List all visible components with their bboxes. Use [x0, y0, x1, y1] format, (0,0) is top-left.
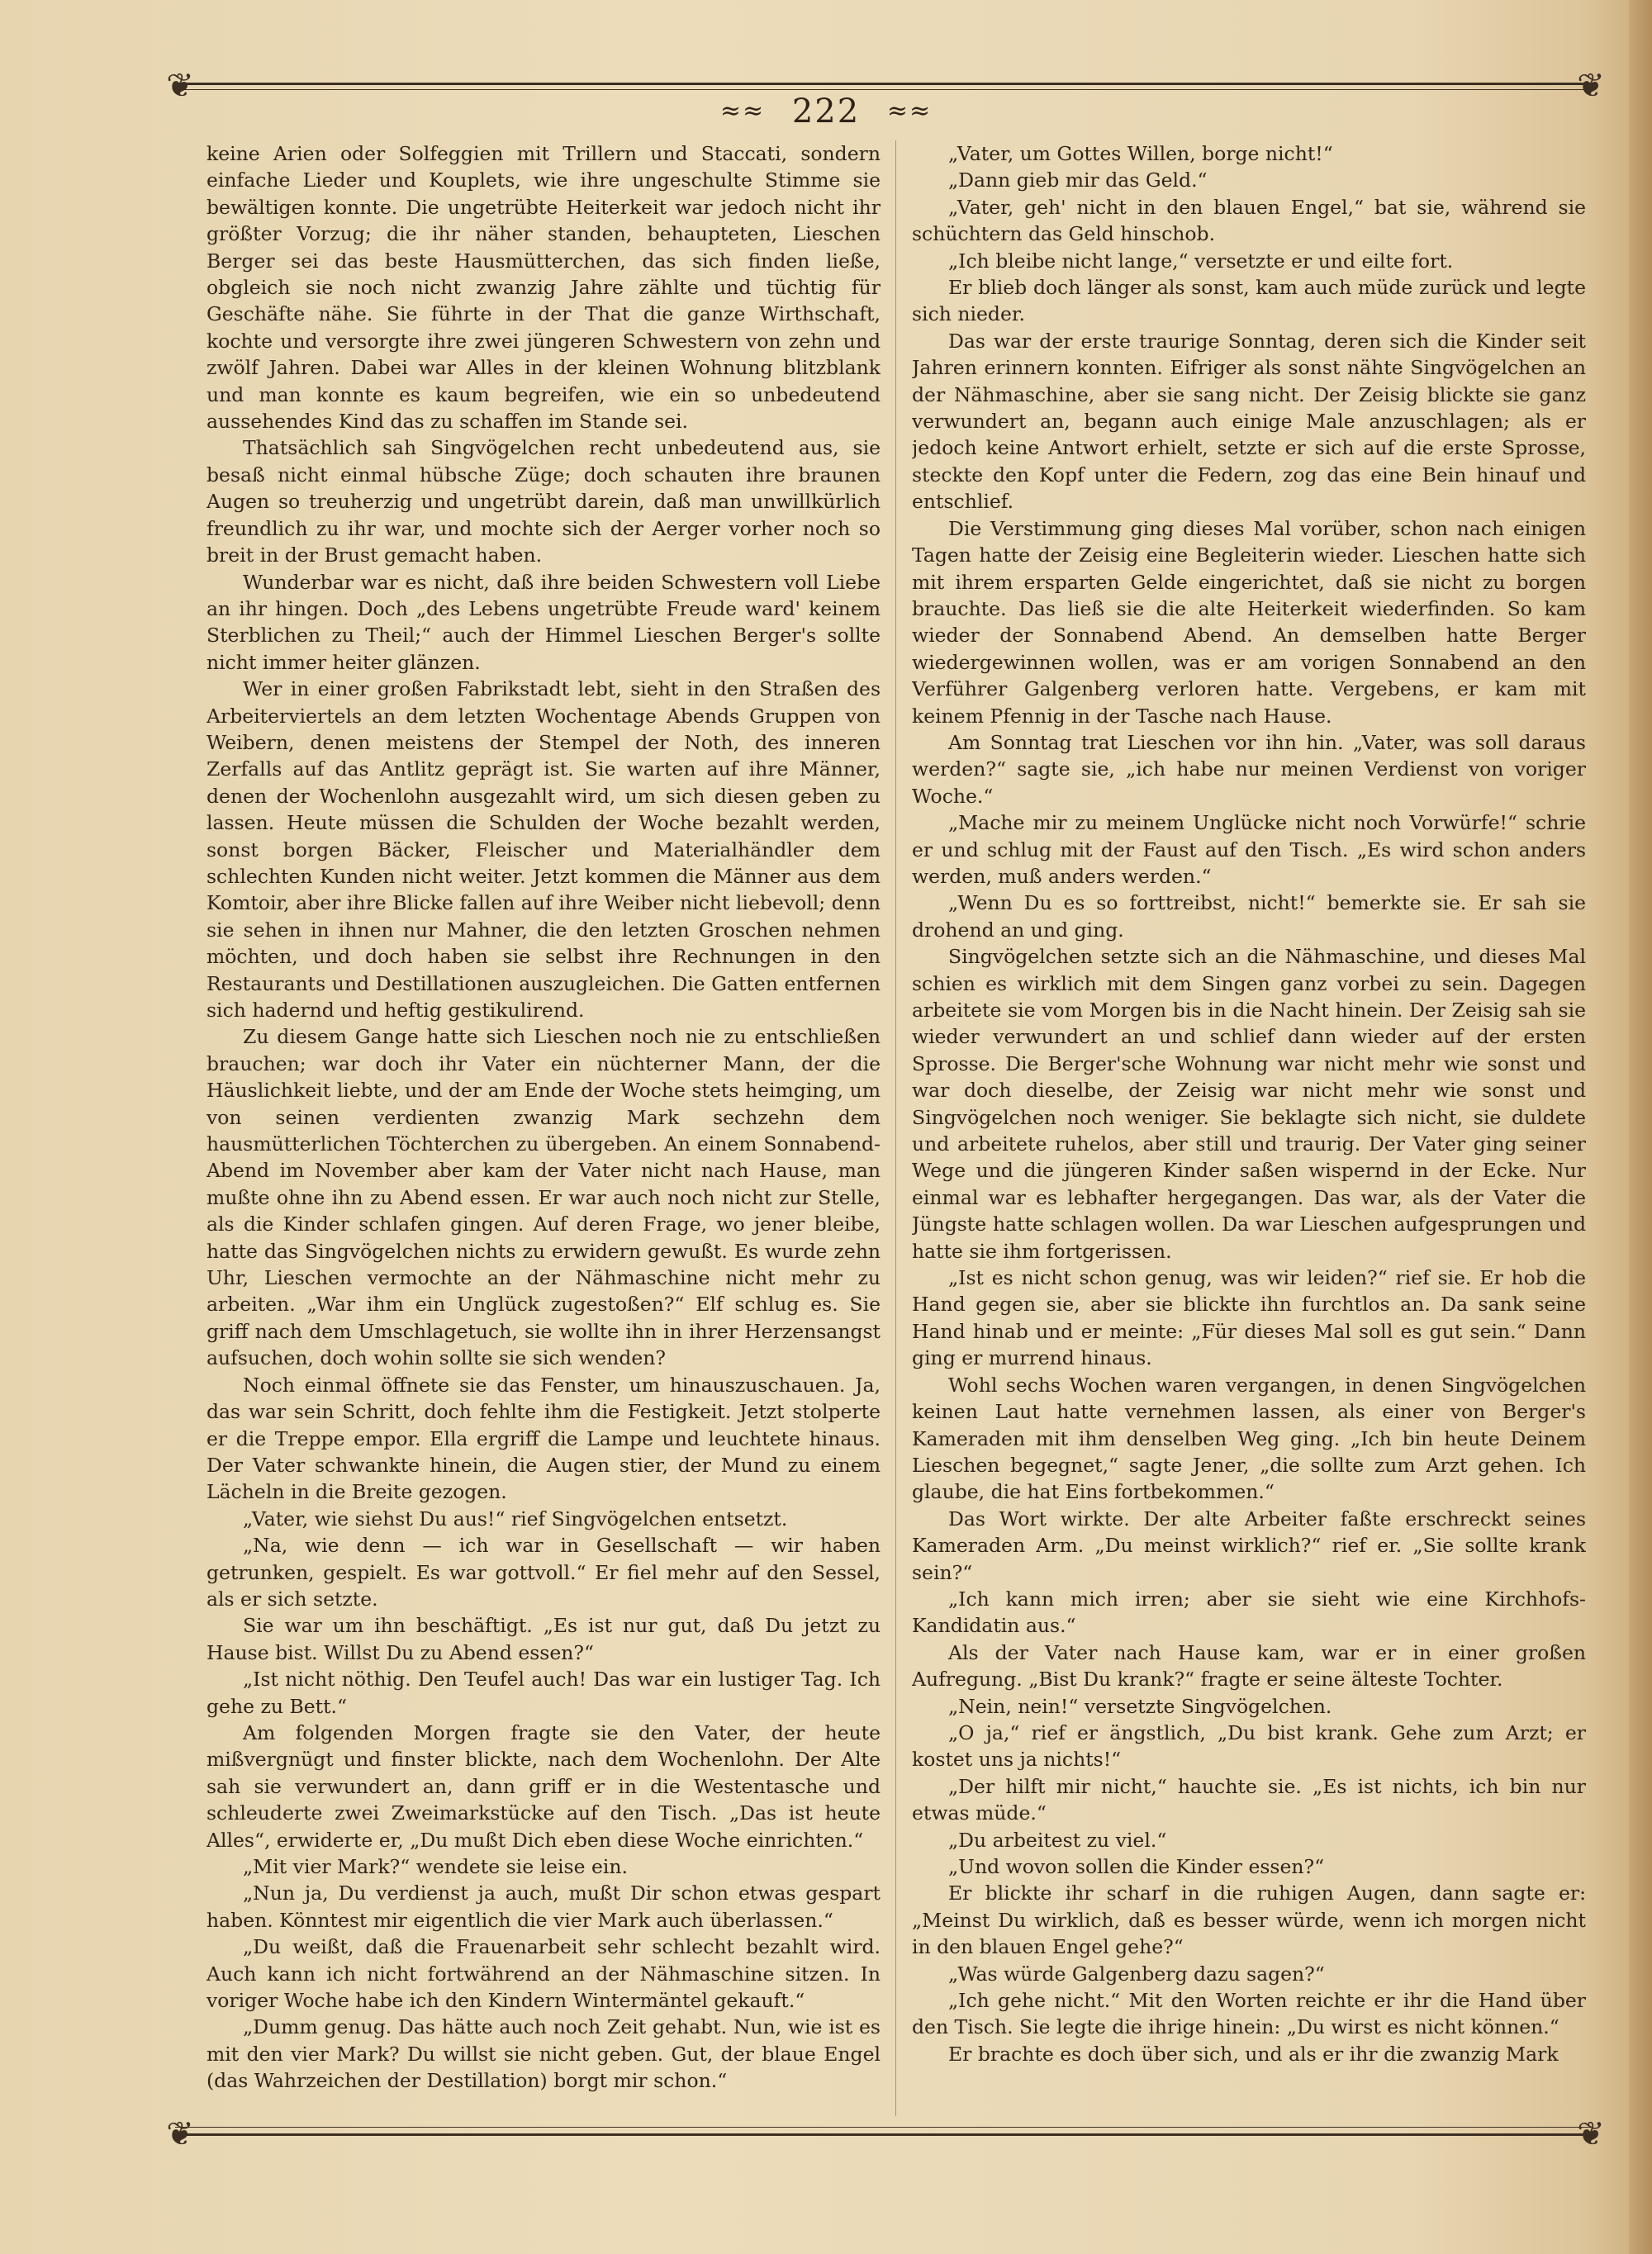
header-ornament-left: ≈≈ [719, 97, 766, 126]
paragraph: „Und wovon sollen die Kinder essen?“ [948, 1855, 1325, 1878]
page-number: 222 [791, 93, 861, 130]
paragraph: „Mache mir zu meinem Unglücke nicht noch Vorwürfe!“ schrie er und schlug mit der Faust auf den Tisch. „Es wird schon anders werden, muß anders werden.“ [912, 811, 1586, 888]
page-header [0, 93, 1652, 139]
paragraph: „Ich gehe nicht.“ Mit den Worten reichte er ihr die Hand über den Tisch. Sie legte die ihrige hinein: „Du wirst es nicht können.“ [912, 1989, 1586, 2039]
paragraph: „Der hilft mir nicht,“ hauchte sie. „Es ist nichts, ich bin nur etwas müde.“ [912, 1774, 1586, 1825]
paragraph: Wer in einer großen Fabrikstadt lebt, sieht in den Straßen des Arbeiterviertels an dem letzten Wochentage Abends Gruppen von Weibern, denen meistens der Stempel der Noth, des inneren Zerfalls auf das Antlitz geprägt ist. Sie warten auf ihre Männer, denen der Wochenlohn ausgezahlt wird, um sich diesen geben zu lassen. Heute müssen die Schulden der Woche bezahlt werden, sonst borgen Bäcker, Fleischer und Materialhändler dem schlechten Kunden nicht weiter. Jetzt kommen die Männer aus dem Komtoir, aber ihre Blicke fallen auf ihre Weiber nicht liebevoll; denn sie sehen in ihnen nur Mahner, die den letzten Groschen nehmen möchten, und doch haben sie selbst ihre Rechnungen in den Restaurants und Destillationen auszugleichen. Die Gatten entfernen sich hadernd und heftig gestikulirend. [206, 677, 881, 1022]
paragraph: „Nein, nein!“ versetzte Singvögelchen. [948, 1694, 1332, 1718]
corner-ornament-icon: ❦ [166, 2115, 194, 2153]
paragraph: Die Verstimmung ging dieses Mal vorüber, schon nach einigen Tagen hatte der Zeisig eine Begleiterin wieder. Lieschen hatte sich mit ihrem ersparten Gelde eingerichtet, daß sie nicht zu borgen brauchte. Das ließ sie die alte Heiterkeit wiederfinden. So kam wieder der Sonnabend Abend. An demselben hatte Berger wiedergewinnen wollen, was er am vorigen Sonnabend an den Verführer Galgenberg verloren hatte. Vergebens, er kam mit keinem Pfennig in der Tasche nach Hause. [912, 516, 1586, 728]
paragraph: „Mit vier Mark?“ wendete sie leise ein. [243, 1855, 628, 1878]
header-ornament-right: ≈≈ [886, 97, 933, 126]
paragraph: „Nun ja, Du verdienst ja auch, mußt Dir schon etwas gespart haben. Könntest mir eigentlich die vier Mark auch überlassen.“ [206, 1881, 881, 1932]
paragraph: „Du weißt, daß die Frauenarbeit sehr schlecht bezahlt wird. Auch kann ich nicht fortwährend an der Nähmaschine sitzen. In voriger Woche habe ich den Kindern Wintermäntel gekauft.“ [206, 1935, 881, 2013]
paragraph: Als der Vater nach Hause kam, war er in einer großen Aufregung. „Bist Du krank?“ fragte er seine älteste Tochter. [912, 1640, 1586, 1692]
paragraph: Das war der erste traurige Sonntag, deren sich die Kinder seit Jahren erinnern konnten. Eifriger als sonst nähte Singvögelchen an der Nähmaschine, aber sie sang nicht. Der Zeisig blickte sie ganz verwundert an, begann auch einige Male anzuschlagen; als er jedoch keine Antwort erhielt, setzte er sich auf die erste Sprosse, steckte den Kopf unter die Federn, zog das eine Bein hinauf und entschlief. [912, 329, 1586, 514]
corner-ornament-icon: ❦ [1577, 67, 1605, 105]
paragraph: Er blickte ihr scharf in die ruhigen Augen, dann sagte er: „Meinst Du wirklich, daß es besser würde, wenn ich morgen nicht in den blauen Engel gehe?“ [912, 1881, 1586, 1959]
paragraph: Noch einmal öffnete sie das Fenster, um hinauszuschauen. Ja, das war sein Schritt, doch fehlte ihm die Festigkeit. Jetzt stolperte er die Treppe empor. Ella ergriff die Lampe und leuchtete hinaus. Der Vater schwankte hinein, die Augen stier, der Mund zu einem Lächeln in die Breite gezogen. [206, 1373, 881, 1504]
paragraph: Er brachte es doch über sich, und als er ihr die zwanzig Mark [948, 2042, 1559, 2066]
paragraph: keine Arien oder Solfeggien mit Trillern und Staccati, sondern einfache Lieder und Kouplets, wie ihre ungeschulte Stimme sie bewältigen konnte. Die ungetrübte Heiterkeit war jedoch nicht ihr größter Vorzug; die ihr näher standen, behaupteten, Lieschen Berger sei das beste Hausmütterchen, das sich finden ließe, obgleich sie noch nicht zwanzig Jahre zählte und tüchtig für Geschäfte nähe. Sie führte in der That die ganze Wirthschaft, kochte und versorgte ihre zwei jüngeren Schwestern von zehn und zwölf Jahren. Dabei war Alles in der kleinen Wohnung blitzblank und man konnte es kaum begreifen, wie ein so unbedeutend aussehendes Kind das zu schaffen im Stande sei. [206, 142, 881, 434]
paragraph: „Na, wie denn — ich war in Gesellschaft — wir haben getrunken, gespielt. Es war gottvoll.“ Er fiel mehr auf den Sessel, als er sich setzte. [206, 1534, 881, 1611]
page-edge [1629, 0, 1652, 2254]
left-column [206, 140, 881, 2116]
paragraph: „Ist es nicht schon genug, was wir leiden?“ rief sie. Er hob die Hand gegen sie, aber sie blickte ihn furchtlos an. Da sank seine Hand hinab und er meinte: „Für dieses Mal soll es gut sein.“ Dann ging er murrend hinaus. [912, 1266, 1586, 1370]
paragraph: „Was würde Galgenberg dazu sagen?“ [948, 1962, 1325, 1986]
column-divider [895, 140, 896, 2116]
paragraph: „Dumm genug. Das hätte auch noch Zeit gehabt. Nun, wie ist es mit den vier Mark? Du willst sie nicht geben. Gut, der blaue Engel (das Wahrzeichen der Destillation) borgt mir schon.“ [206, 2015, 881, 2093]
paragraph: Wohl sechs Wochen waren vergangen, in denen Singvögelchen keinen Laut hatte vernehmen lassen, als einer von Berger's Kameraden mit ihm denselben Weg ging. „Ich bin heute Deinem Lieschen begegnet,“ sagte Jener, „die sollte zum Arzt gehen. Ich glaube, die hat Eins fortbekommen.“ [912, 1373, 1586, 1504]
paragraph: Singvögelchen setzte sich an die Nähmaschine, und dieses Mal schien es wirklich mit dem Singen ganz vorbei zu sein. Dagegen arbeitete sie vom Morgen bis in die Nacht hinein. Der Zeisig sah sie wieder verwundert an und schlief dann wieder auf der ersten Sprosse. Die Berger'sche Wohnung war nicht mehr wie sonst und war doch dieselbe, der Zeisig war nicht mehr wie sonst und Singvögelchen noch weniger. Sie beklagte sich nicht, sie duldete und arbeitete ruhelos, aber still und traurig. Der Vater ging seiner Wege und die jüngeren Kinder saßen wispernd in der Ecke. Nur einmal war es lebhafter hergegangen. Das war, als der Vater die Jüngste hatte schlagen wollen. Da war Lieschen aufgesprungen und hatte sie ihm fortgerissen. [912, 945, 1586, 1263]
bottom-border-hairline [175, 2127, 1591, 2128]
corner-ornament-icon: ❦ [1577, 2115, 1605, 2153]
paragraph: „Wenn Du es so forttreibst, nicht!“ bemerkte sie. Er sah sie drohend an und ging. [912, 891, 1586, 942]
paragraph: Zu diesem Gange hatte sich Lieschen noch nie zu entschließen brauchen; war doch ihr Vater ein nüchterner Mann, der die Häuslichkeit liebte, und der am Ende der Woche stets heimging, um von seinen verdienten zwanzig Mark sechzehn dem hausmütterlichen Töchterchen zu übergeben. An einem Sonnabend-Abend im November aber kam der Vater nicht nach Hause, man mußte ohne ihn zu Abend essen. Er war auch noch nicht zur Stelle, als die Kinder schlafen gingen. Auf deren Frage, wo jener bleibe, hatte das Singvögelchen nichts zu erwidern gewußt. Es wurde zehn Uhr, Lieschen vermochte an der Nähmaschine nicht mehr zu arbeiten. „War ihm ein Unglück zugestoßen?“ Elf schlug es. Sie griff nach dem Umschlagetuch, sie wollte ihn in ihrer Herzensangst aufsuchen, doch wohin sollte sie sich wenden? [206, 1025, 881, 1370]
paragraph: „Ich kann mich irren; aber sie sieht wie eine Kirchhofs-Kandidatin aus.“ [912, 1587, 1586, 1638]
paragraph: „O ja,“ rief er ängstlich, „Du bist krank. Gehe zum Arzt; er kostet uns ja nichts!“ [912, 1720, 1586, 1772]
paragraph: „Vater, um Gottes Willen, borge nicht!“ [948, 142, 1333, 165]
paragraph: „Vater, geh' nicht in den blauen Engel,“ bat sie, während sie schüchtern das Geld hinschob. [912, 195, 1586, 246]
right-column [912, 140, 1586, 2116]
paragraph: Am Sonntag trat Lieschen vor ihn hin. „Vater, was soll daraus werden?“ sagte sie, „ich habe nur meinen Verdienst von voriger Woche.“ [912, 730, 1586, 808]
paragraph: „Du arbeitest zu viel.“ [948, 1828, 1167, 1852]
paragraph: „Dann gieb mir das Geld.“ [948, 168, 1208, 192]
paragraph: Wunderbar war es nicht, daß ihre beiden Schwestern voll Liebe an ihr hingen. Doch „des Lebens ungetrübte Freude ward' keinem Sterblichen zu Theil;“ auch der Himmel Lieschen Berger's sollte nicht immer heiter glänzen. [206, 570, 881, 674]
paragraph: Das Wort wirkte. Der alte Arbeiter faßte erschreckt seines Kameraden Arm. „Du meinst wirklich?“ rief er. „Sie sollte krank sein?“ [912, 1507, 1586, 1584]
paragraph: Thatsächlich sah Singvögelchen recht unbedeutend aus, sie besaß nicht einmal hübsche Züge; doch schauten ihre braunen Augen so treuherzig und ungetrübt darein, daß man unwillkürlich freundlich zu ihr war, und mochte sich der Aerger vorher noch so breit in der Brust gemacht haben. [206, 436, 881, 567]
corner-ornament-icon: ❦ [166, 67, 194, 105]
paragraph: „Ich bleibe nicht lange,“ versetzte er und eilte fort. [948, 249, 1454, 273]
bottom-border-rule [175, 2133, 1591, 2136]
top-border-rule [175, 83, 1591, 85]
paragraph: Am folgenden Morgen fragte sie den Vater, der heute mißvergnügt und finster blickte, nach dem Wochenlohn. Der Alte sah sie verwundert an, dann griff er in die Westentasche und schleuderte zwei Zweimarkstücke auf den Tisch. „Das ist heute Alles“, erwiderte er, „Du mußt Dich eben diese Woche einrichten.“ [206, 1720, 881, 1852]
top-border-hairline [175, 89, 1591, 90]
paragraph: Sie war um ihn beschäftigt. „Es ist nur gut, daß Du jetzt zu Hause bist. Willst Du zu Abend essen?“ [206, 1614, 881, 1664]
paragraph: „Ist nicht nöthig. Den Teufel auch! Das war ein lustiger Tag. Ich gehe zu Bett.“ [206, 1668, 881, 1718]
paragraph: Er blieb doch länger als sonst, kam auch müde zurück und legte sich nieder. [912, 276, 1586, 326]
paragraph: „Vater, wie siehst Du aus!“ rief Singvögelchen entsetzt. [243, 1507, 788, 1530]
